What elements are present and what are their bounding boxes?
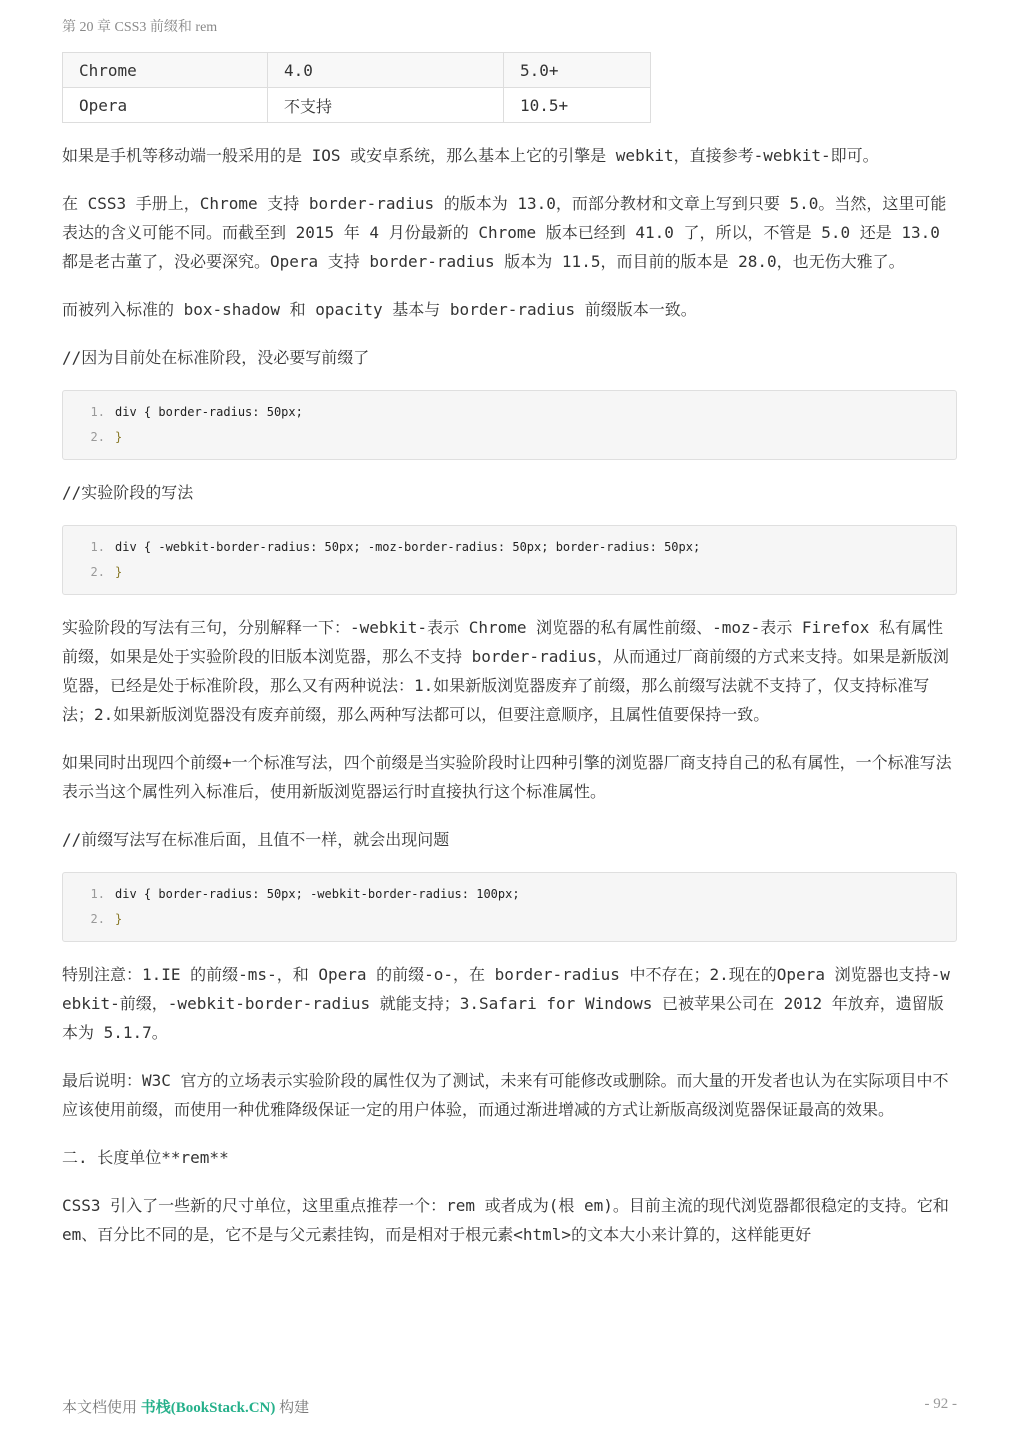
- code-block-standard: [62, 390, 957, 460]
- code-text: div { border-radius: 50px;: [115, 405, 303, 419]
- paragraph-standard-props: 而被列入标准的 box-shadow 和 opacity 基本与 border-radius 前缀版本一致。: [62, 300, 697, 319]
- table-row: [63, 53, 651, 88]
- browser-support-table: [62, 52, 651, 123]
- paragraph-four-prefixes: 如果同时出现四个前缀+一个标准写法，四个前缀是当实验阶段时让四种引擎的浏览器厂商支持自己的私有属性，一个标准写法表示当这个属性列入标准后，使用新版浏览器运行时直接执行这个标准属性。: [62, 753, 952, 801]
- code-line: [63, 425, 956, 450]
- line-number: 2.: [90, 565, 105, 579]
- line-number: 1.: [90, 887, 105, 901]
- line-number: 1.: [90, 405, 105, 419]
- line-number: 1.: [90, 540, 105, 554]
- comment-experimental-stage: //实验阶段的写法: [62, 483, 194, 502]
- code-line: [63, 560, 956, 585]
- section-heading-rem: 二. 长度单位**rem**: [62, 1148, 229, 1167]
- line-number: 2.: [90, 912, 105, 926]
- code-text: div { -webkit-border-radius: 50px; -moz-border-radius: 50px; border-radius: 50px;: [115, 540, 701, 554]
- table-cell: 4.0: [268, 53, 504, 88]
- code-line: [63, 535, 956, 560]
- page-number: - 92 -: [924, 1396, 957, 1412]
- document-body: [62, 52, 957, 1249]
- footer-brand-link[interactable]: 书栈(BookStack.CN): [140, 1400, 276, 1416]
- comment-standard-stage: //因为目前处在标准阶段，没必要写前缀了: [62, 348, 370, 367]
- table-row: [63, 88, 651, 123]
- table-cell: Opera: [63, 88, 268, 123]
- code-block-experimental: [62, 525, 957, 595]
- code-text: }: [115, 912, 123, 926]
- paragraph-version-history: 在 CSS3 手册上，Chrome 支持 border-radius 的版本为 13.0，而部分教材和文章上写到只要 5.0。当然，这里可能表达的含义可能不同。而截至到 2015 年 4 月份最新的 Chrome 版本已经到 41.0 了，所以，不管是 5.0 还是 13.0 都是老古董了，没必要深究。Opera 支持 border-radius 版本为 11.5，而目前的版本是 28.0，也无伤大雅了。: [62, 194, 947, 271]
- footer-suffix: 构建: [275, 1400, 310, 1416]
- code-text: div { border-radius: 50px; -webkit-border-radius: 100px;: [115, 887, 520, 901]
- code-line: [63, 907, 956, 932]
- footer-credit: [62, 1396, 309, 1417]
- paragraph-special-note: 特别注意：1.IE 的前缀-ms-，和 Opera 的前缀-o-，在 border-radius 中不存在；2.现在的Opera 浏览器也支持-webkit-前缀，-webkit-border-radius 就能支持；3.Safari for Windows 已被苹果公司在 2012 年放弃，遗留版本为 5.1.7。: [62, 965, 950, 1042]
- table-cell: 10.5+: [504, 88, 651, 123]
- code-text: }: [115, 565, 123, 579]
- table-cell: 不支持: [268, 88, 504, 123]
- code-text: }: [115, 430, 123, 444]
- paragraph-mobile-webkit: 如果是手机等移动端一般采用的是 IOS 或安卓系统，那么基本上它的引擎是 webkit，直接参考-webkit-即可。: [62, 146, 879, 165]
- paragraph-rem-intro: CSS3 引入了一些新的尺寸单位，这里重点推荐一个：rem 或者成为(根 em)。目前主流的现代浏览器都很稳定的支持。它和 em、百分比不同的是，它不是与父元素挂钩，而是相对于根元素<html>的文本大小来计算的，这样能更好: [62, 1196, 949, 1244]
- code-block-problem: [62, 872, 957, 942]
- table-cell: 5.0+: [504, 53, 651, 88]
- code-line: [63, 882, 956, 907]
- paragraph-final-note: 最后说明：W3C 官方的立场表示实验阶段的属性仅为了测试，未来有可能修改或删除。而大量的开发者也认为在实际项目中不应该使用前缀，而使用一种优雅降级保证一定的用户体验，而通过渐进增减的方式让新版高级浏览器保证最高的效果。: [62, 1071, 949, 1119]
- chapter-header: 第 20 章 CSS3 前缀和 rem: [62, 20, 218, 35]
- line-number: 2.: [90, 430, 105, 444]
- code-line: [63, 400, 956, 425]
- footer-prefix: 本文档使用: [62, 1400, 141, 1416]
- comment-prefix-after-standard: //前缀写法写在标准后面，且值不一样，就会出现问题: [62, 830, 450, 849]
- table-cell: Chrome: [63, 53, 268, 88]
- paragraph-prefix-explanation: 实验阶段的写法有三句，分别解释一下：-webkit-表示 Chrome 浏览器的私有属性前缀、-moz-表示 Firefox 私有属性前缀，如果是处于实验阶段的旧版本浏览器，那么不支持 border-radius，从而通过厂商前缀的方式来支持。如果是新版浏览器，已经是处于标准阶段，那么又有两种说法：1.如果新版浏览器废弃了前缀，那么前缀写法就不支持了，仅支持标准写法；2.如果新版浏览器没有废弃前缀，那么两种写法都可以，但要注意顺序，且属性值要保持一致。: [62, 618, 949, 724]
